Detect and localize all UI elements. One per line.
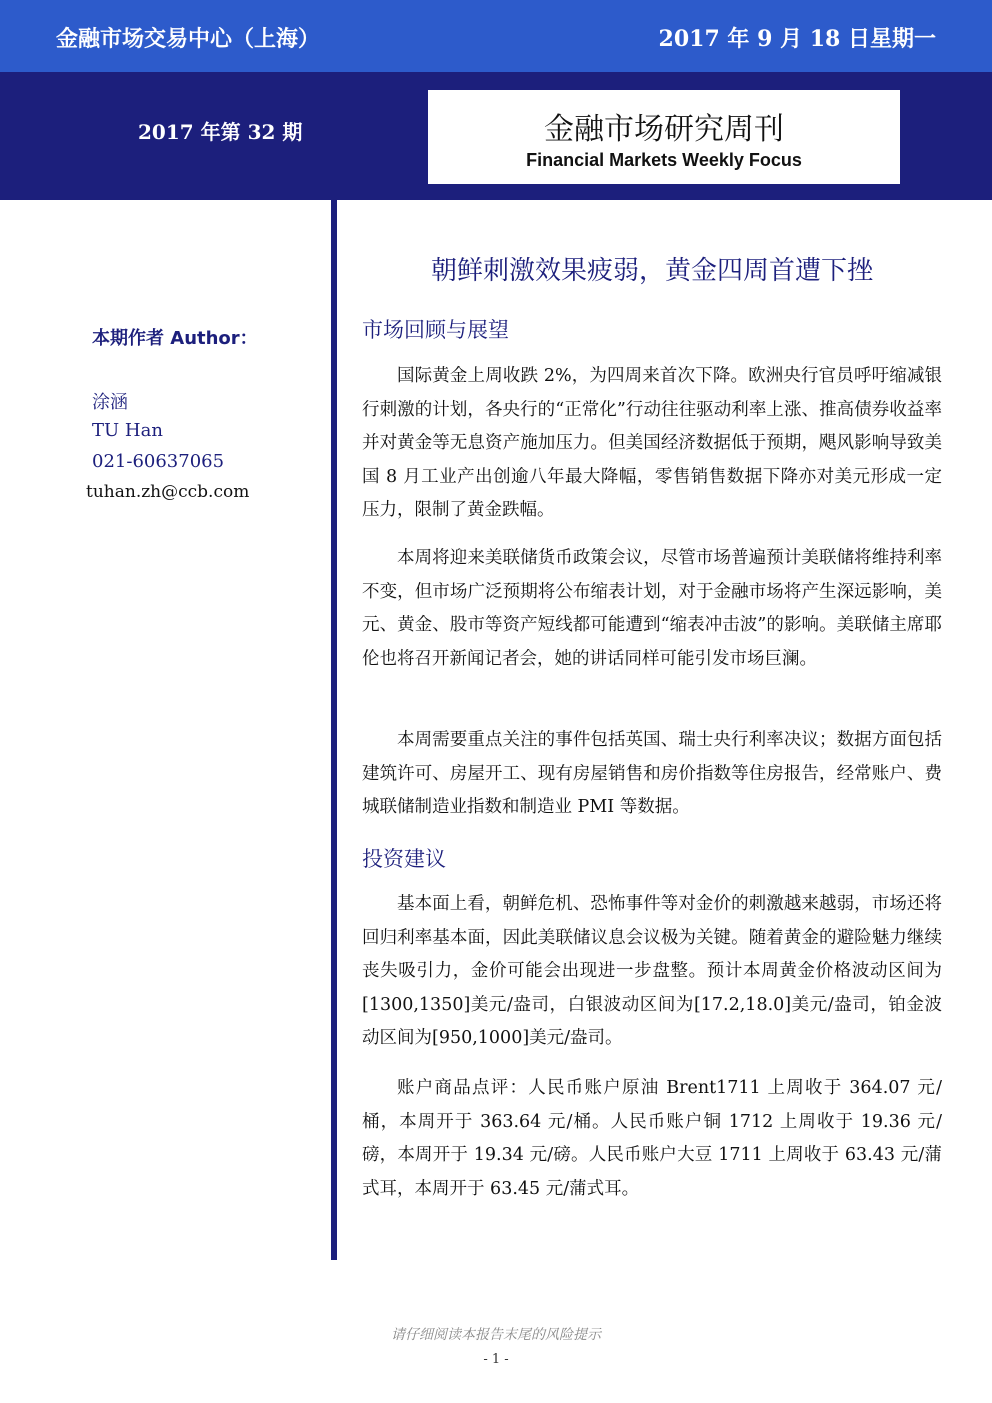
paragraph-market-review-1: 国际黄金上周收跌 2%，为四周来首次下降。欧洲央行官员呼吁缩减银行刺激的计划，各央行的“正常化”行动往往驱动利率上涨、推高债券收益率并对黄金等无息资产施加压力。但美国经济数据低于预期，飓风影响导致美国 8 月工业产出创逾八年最大降幅，零售销售数据下降亦对美元形成一定压力，限制了黄金跌幅。 bbox=[362, 366, 942, 520]
author-name-en: TU Han bbox=[92, 420, 163, 441]
top-header-bar bbox=[0, 0, 992, 72]
paragraph-market-review-2: 本周将迎来美联储货币政策会议，尽管市场普遍预计美联储将维持利率不变，但市场广泛预期将公布缩表计划，对于金融市场将产生深远影响，美元、黄金、股市等资产短线都可能遭到“缩表冲击波”的影响。美联储主席耶伦也将召开新闻记者会，她的讲话同样可能引发市场巨澜。 bbox=[362, 548, 942, 669]
section-heading-market-review: 市场回顾与展望 bbox=[362, 318, 509, 342]
paragraph-investment-advice-1: 基本面上看，朝鲜危机、恐怖事件等对金价的刺激越来越弱，市场还将回归利率基本面，因此美联储议息会议极为关键。随着黄金的避险魅力继续丧失吸引力，金价可能会出现进一步盘整。预计本周黄金价格波动区间为[1300,1350]美元/盎司，白银波动区间为[17.2,18.0]美元/盎司，铂金波动区间为[950,1000]美元/盎司。 bbox=[362, 894, 942, 1048]
report-date: 2017 年 9 月 18 日星期一 bbox=[658, 26, 936, 52]
page-number: - 1 - bbox=[483, 1352, 509, 1367]
author-email[interactable]: tuhan.zh@ccb.com bbox=[86, 482, 250, 502]
publication-title-cn: 金融市场研究周刊 bbox=[544, 112, 784, 147]
section-heading-investment-advice: 投资建议 bbox=[362, 847, 446, 871]
issue-number: 2017 年第 32 期 bbox=[138, 120, 303, 144]
paragraph-investment-advice-2: 账户商品点评：人民币账户原油 Brent1711 上周收于 364.07 元/桶，本周开于 363.64 元/桶。人民币账户铜 1712 上周收于 19.36 元/磅，本周开于 19.34 元/磅。人民币账户大豆 1711 上周收于 63.43 元/蒲式耳，本周开于 63.45 元/蒲式耳。 bbox=[362, 1078, 942, 1199]
author-name-cn: 涂涵 bbox=[92, 392, 128, 413]
risk-notice: 请仔细阅读本报告末尾的风险提示 bbox=[391, 1327, 601, 1343]
paragraph-market-review-3: 本周需要重点关注的事件包括英国、瑞士央行利率决议；数据方面包括建筑许可、房屋开工、现有房屋销售和房价指数等住房报告，经常账户、费城联储制造业指数和制造业 PMI 等数据。 bbox=[362, 730, 942, 817]
article-headline: 朝鲜刺激效果疲弱，黄金四周首遭下挫 bbox=[430, 256, 873, 286]
column-divider bbox=[331, 200, 337, 1260]
publication-title-box bbox=[428, 90, 900, 184]
publication-title-en: Financial Markets Weekly Focus bbox=[526, 150, 802, 170]
author-label: 本期作者 Author： bbox=[92, 328, 258, 349]
author-phone: 021-60637065 bbox=[92, 451, 225, 472]
organization-name: 金融市场交易中心（上海） bbox=[56, 27, 321, 52]
